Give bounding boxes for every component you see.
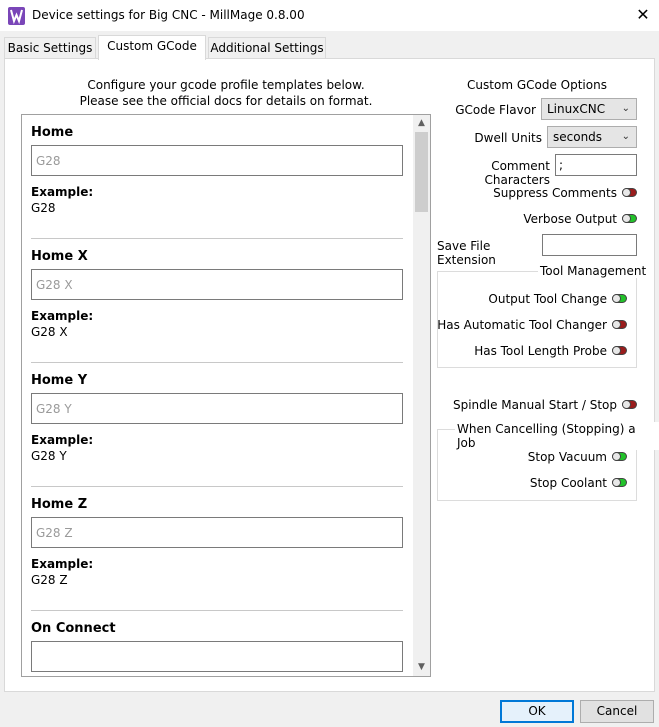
comment-characters-label: Comment Characters [484, 159, 550, 187]
ok-button[interactable]: OK [500, 700, 574, 723]
example-value: G28 [31, 201, 56, 215]
entry-title: Home Y [31, 373, 88, 388]
home-gcode-input[interactable] [31, 145, 403, 176]
example-label: Example: [31, 557, 94, 571]
example-value: G28 X [31, 325, 68, 339]
spindle-manual-start-stop-label: Spindle Manual Start / Stop [452, 398, 617, 412]
entry-title: Home [31, 125, 74, 140]
save-file-extension-input[interactable] [542, 234, 637, 256]
stop-vacuum-label: Stop Vacuum [527, 450, 607, 464]
example-label: Example: [31, 185, 94, 199]
scroll-up-icon[interactable]: ▲ [418, 118, 425, 128]
example-label: Example: [31, 433, 94, 447]
tab-basic-settings[interactable]: Basic Settings [4, 37, 96, 58]
stop-coolant-label: Stop Coolant [529, 476, 607, 490]
gcode-flavor-value: LinuxCNC [547, 102, 606, 116]
chevron-down-icon: ⌄ [621, 131, 630, 142]
gcode-template-list[interactable] [21, 114, 431, 677]
close-icon[interactable]: ✕ [636, 5, 650, 24]
app-icon [8, 7, 25, 25]
vertical-scrollbar[interactable] [413, 115, 430, 676]
template-entry-home-y [31, 373, 403, 463]
intro-line-2: Please see the official docs for details on format. [79, 94, 373, 108]
scroll-down-icon[interactable]: ▼ [418, 662, 425, 672]
home-x-gcode-input[interactable] [31, 269, 403, 300]
output-tool-change-toggle[interactable] [612, 294, 627, 303]
intro-line-1: Configure your gcode profile templates below. [87, 78, 365, 92]
separator [31, 486, 403, 487]
auto-tool-changer-label: Has Automatic Tool Changer [437, 318, 607, 332]
output-tool-change-label: Output Tool Change [488, 292, 607, 306]
example-value: G28 Z [31, 573, 68, 587]
entry-title: On Connect [31, 621, 116, 636]
suppress-comments-toggle[interactable] [622, 188, 637, 197]
dwell-units-select[interactable] [547, 126, 637, 148]
entry-title: Home Z [31, 497, 88, 512]
tab-custom-gcode[interactable]: Custom GCode [98, 35, 206, 60]
template-entry-on-connect [31, 621, 403, 672]
gcode-flavor-label: GCode Flavor [455, 103, 536, 117]
separator [31, 610, 403, 611]
tool-management-title: Tool Management [540, 264, 647, 278]
example-label: Example: [31, 309, 94, 323]
template-entry-home-z [31, 497, 403, 587]
separator [31, 238, 403, 239]
chevron-down-icon: ⌄ [621, 103, 630, 114]
tab-additional-settings[interactable]: Additional Settings [208, 37, 326, 58]
dwell-units-value: seconds [553, 130, 603, 144]
verbose-output-label: Verbose Output [523, 212, 617, 226]
tool-length-probe-toggle[interactable] [612, 346, 627, 355]
cancelling-job-title: When Cancelling (Stopping) a Job [455, 422, 659, 450]
stop-vacuum-toggle[interactable] [612, 452, 627, 461]
verbose-output-toggle[interactable] [622, 214, 637, 223]
entry-title: Home X [31, 249, 88, 264]
title-bar [0, 0, 659, 31]
cancel-button[interactable]: Cancel [580, 700, 654, 723]
tab-bar [4, 35, 655, 59]
window-title: Device settings for Big CNC - MillMage 0.8.00 [32, 8, 305, 22]
on-connect-gcode-input[interactable] [31, 641, 403, 672]
home-y-gcode-input[interactable] [31, 393, 403, 424]
tool-length-probe-label: Has Tool Length Probe [474, 344, 607, 358]
example-value: G28 Y [31, 449, 67, 463]
comment-characters-input[interactable]: ; [555, 154, 637, 176]
save-file-extension-label: Save File Extension [437, 239, 496, 267]
separator [31, 362, 403, 363]
dwell-units-label: Dwell Units [474, 131, 542, 145]
template-entry-home-x [31, 249, 403, 339]
suppress-comments-label: Suppress Comments [493, 186, 617, 200]
auto-tool-changer-toggle[interactable] [612, 320, 627, 329]
stop-coolant-toggle[interactable] [612, 478, 627, 487]
home-z-gcode-input[interactable] [31, 517, 403, 548]
spindle-manual-start-stop-toggle[interactable] [622, 400, 637, 409]
scrollbar-thumb[interactable] [415, 132, 428, 212]
gcode-flavor-select[interactable] [541, 98, 637, 120]
template-entry-home [31, 125, 403, 215]
options-heading: Custom GCode Options [467, 78, 607, 92]
